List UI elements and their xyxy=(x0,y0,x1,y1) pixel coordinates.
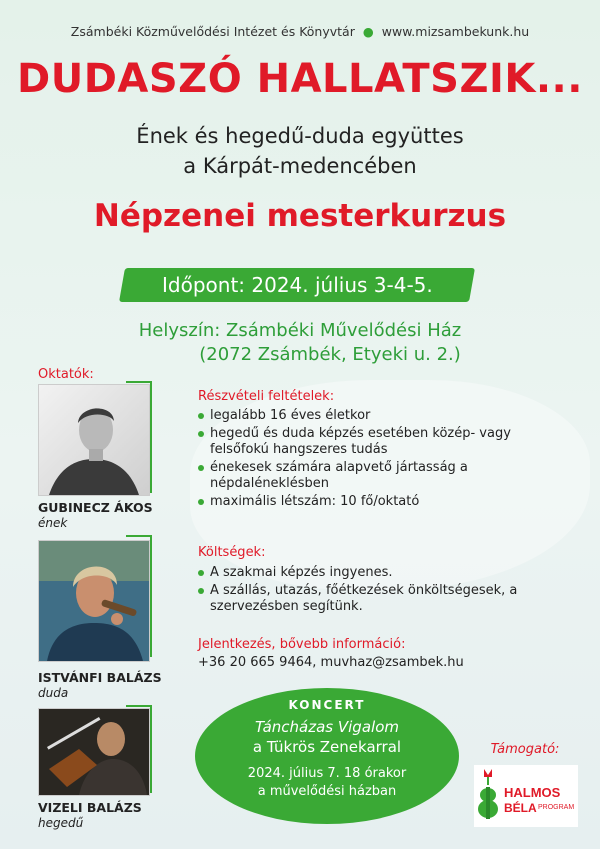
frame-line xyxy=(126,705,152,707)
costs-list xyxy=(196,565,566,617)
date-banner xyxy=(119,268,475,302)
frame-line xyxy=(126,535,152,537)
event-title: DUDASZÓ HALLATSZIK... xyxy=(17,56,583,102)
frame-line xyxy=(150,705,152,793)
teacher-photo-istvanfi xyxy=(38,540,150,662)
header-bar xyxy=(0,24,600,39)
teacher-name: GUBINECZ ÁKOS xyxy=(38,500,153,515)
venue-line-2: (2072 Zsámbék, Etyeki u. 2.) xyxy=(199,344,461,365)
masterclass-title: Népzenei mesterkurzus xyxy=(93,198,507,234)
organization-name: Zsámbéki Közművelődési Intézet és Könyvtár xyxy=(70,24,355,39)
contact-info[interactable]: +36 20 665 9464, muvhaz@zsambek.hu xyxy=(198,655,464,670)
list-item: A szállás, utazás, főétkezések önköltségesek, a szervezésben segítünk. xyxy=(196,583,566,615)
frame-line xyxy=(150,535,152,657)
teacher-role: hegedű xyxy=(38,816,84,830)
costs-label: Költségek: xyxy=(198,545,266,560)
logo-text-halmos: HALMOS xyxy=(504,785,561,800)
concert-line-1: Táncházas Vigalom xyxy=(255,718,399,736)
concert-line-2: a Tükrös Zenekarral xyxy=(252,738,402,756)
list-item: legalább 16 éves életkor xyxy=(196,408,546,424)
sponsor-logo xyxy=(474,765,578,827)
subtitle-line-2: a Kárpát-medencében xyxy=(183,154,417,178)
concert-line-3: 2024. július 7. 18 órakor xyxy=(247,766,407,781)
teacher-name: VIZELI BALÁZS xyxy=(38,800,142,815)
teacher-role: duda xyxy=(38,686,69,700)
teacher-photo-gubinecz xyxy=(38,384,150,496)
list-item: hegedű és duda képzés esetében közép- vagy felsőfokú hangszeres tudás xyxy=(196,426,546,458)
concert-line-4: a művelődési házban xyxy=(257,784,397,799)
logo-text-program: PROGRAM xyxy=(538,804,575,811)
separator-dot-icon: ● xyxy=(362,24,374,39)
frame-line xyxy=(126,381,152,383)
teacher-role: ének xyxy=(38,516,68,530)
list-item: maximális létszám: 10 fő/oktató xyxy=(196,494,546,510)
concert-heading: KONCERT xyxy=(288,698,366,712)
logo-text-bela: BÉLA xyxy=(504,801,537,815)
requirements-label: Részvételi feltételek: xyxy=(198,389,335,404)
frame-line xyxy=(150,381,152,493)
concert-badge xyxy=(195,688,459,824)
teacher-photo-vizeli xyxy=(38,708,150,796)
teachers-label: Oktatók: xyxy=(38,367,94,382)
contact-label: Jelentkezés, bővebb információ: xyxy=(198,637,406,652)
list-item: énekesek számára alapvető jártasság a népdaléneklésben xyxy=(196,460,546,492)
requirements-list xyxy=(196,408,546,512)
subtitle-line-1: Ének és hegedű-duda együttes xyxy=(136,124,464,148)
website-link[interactable]: www.mizsambekunk.hu xyxy=(381,24,530,39)
date-text: Időpont: 2024. július 3-4-5. xyxy=(161,273,433,297)
sponsor-label: Támogató: xyxy=(490,742,560,757)
list-item: A szakmai képzés ingyenes. xyxy=(196,565,566,581)
venue-line-1: Helyszín: Zsámbéki Művelődési Ház xyxy=(138,320,462,341)
teacher-name: ISTVÁNFI BALÁZS xyxy=(38,670,162,685)
